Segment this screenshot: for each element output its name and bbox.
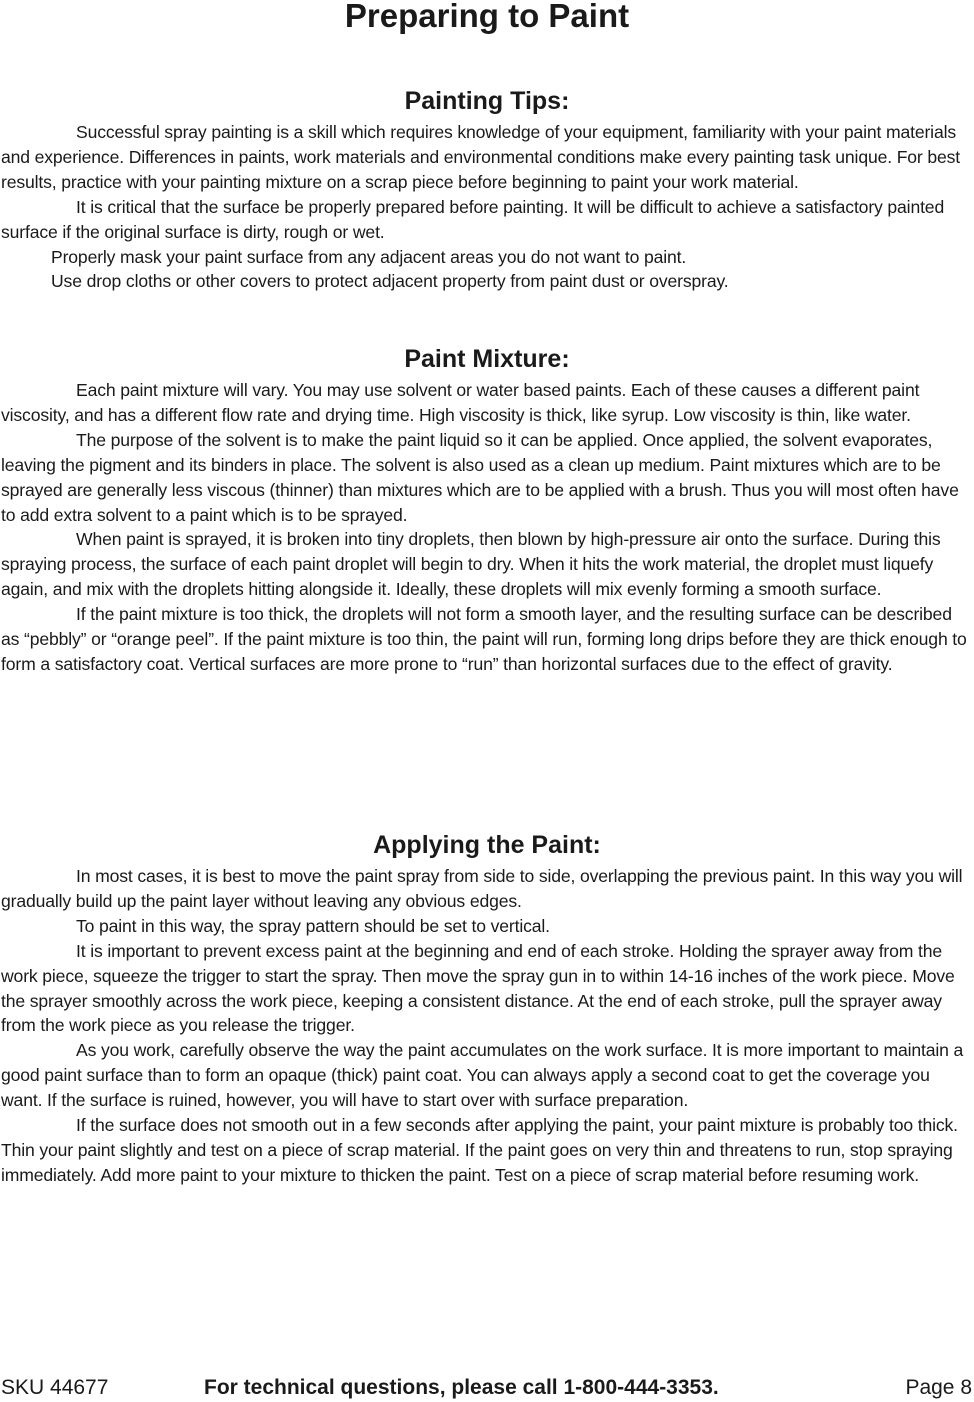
paragraph: Each paint mixture will vary. You may use solvent or water based paints. Each of these causes a different paint viscosity, and has a different flow rate and drying time. High viscosity is thick, like syrup. Low viscosity is thin, like water.: [1, 380, 920, 425]
technical-support-line: For technical questions, please call 1-800-444-3353.: [204, 1376, 719, 1399]
tip-item: Use drop cloths or other covers to protect adjacent property from paint dust or overspray.: [51, 271, 729, 292]
paragraph: If the surface does not smooth out in a few seconds after applying the paint, your paint mixture is probably too thick. Thin your paint slightly and test on a piece of scrap material. If the paint goes on very thin and threatens to run, stop spraying immediately. Add more paint to your mixture to thicken the paint. Test on a piece of scrap material before resuming work.: [1, 1115, 958, 1185]
page-title: Preparing to Paint: [344, 0, 630, 34]
heading-applying-the-paint: Applying the Paint:: [373, 831, 601, 859]
page-number: Page 8: [905, 1376, 972, 1399]
paragraph: Successful spray painting is a skill which requires knowledge of your equipment, familiarity with your paint materials and experience. Differences in paints, work materials and environmental conditions make every painting task unique. For best results, practice with your painting mixture on a scrap piece before beginning to paint your work material.: [1, 122, 961, 192]
paragraph: It is important to prevent excess paint at the beginning and end of each stroke. Holding the sprayer away from the work piece, squeeze the trigger to start the spray. Then move the spray gun in to within 14-16 inches of the work piece. Move the sprayer smoothly across the work piece, keeping a consistent distance. At the end of each stroke, pull the sprayer away from the work piece as you release the trigger.: [1, 940, 955, 1036]
sku-label: SKU 44677: [1, 1376, 109, 1399]
tip-item: Properly mask your paint surface from any adjacent areas you do not want to paint.: [51, 246, 687, 267]
paragraph: In most cases, it is best to move the paint spray from side to side, overlapping the previous paint. In this way you will gradually build up the paint layer without leaving any obvious edges.: [1, 866, 963, 911]
page-footer: [0, 1374, 974, 1402]
paragraph: The purpose of the solvent is to make the paint liquid so it can be applied. Once applied, the solvent evaporates, leaving the pigment and its binders in place. The solvent is also used as a clean up medium. Paint mixtures which are to be sprayed are generally less viscous (thinner) than mixtures which are to be applied with a brush. Thus you will most often have to add extra solvent to a paint which is to be sprayed.: [1, 429, 959, 525]
section-paint-mixture: [1, 378, 973, 677]
paragraph: When paint is sprayed, it is broken into tiny droplets, then blown by high-pressure air onto the surface. During this spraying process, the surface of each paint droplet will begin to dry. When it hits the work material, the droplet must liquefy again, and mix with the droplets hitting alongside it. Ideally, these droplets will mix evenly forming a smooth surface.: [1, 529, 941, 600]
paragraph: It is critical that the surface be properly prepared before painting. It will be difficult to achieve a satisfactory painted surface if the original surface is dirty, rough or wet.: [1, 196, 945, 242]
section-painting-tips: [1, 120, 973, 294]
paragraph: To paint in this way, the spray pattern should be set to vertical.: [76, 915, 550, 936]
heading-paint-mixture: Paint Mixture:: [404, 345, 570, 373]
paragraph: If the paint mixture is too thick, the droplets will not form a smooth layer, and the resulting surface can be described as “pebbly” or “orange peel”. If the paint mixture is too thin, the paint will run, forming long drips before they are thick enough to form a satisfactory coat. Vertical surfaces are more prone to “run” than horizontal surfaces due to the effect of gravity.: [1, 604, 967, 674]
paragraph: As you work, carefully observe the way the paint accumulates on the work surface. It is more important to maintain a good paint surface than to form an opaque (thick) paint coat. You can always apply a second coat to get the coverage you want. If the surface is ruined, however, you will have to start over with surface preparation.: [1, 1040, 964, 1111]
heading-painting-tips: Painting Tips:: [404, 87, 570, 115]
section-applying-the-paint: [1, 864, 973, 1188]
